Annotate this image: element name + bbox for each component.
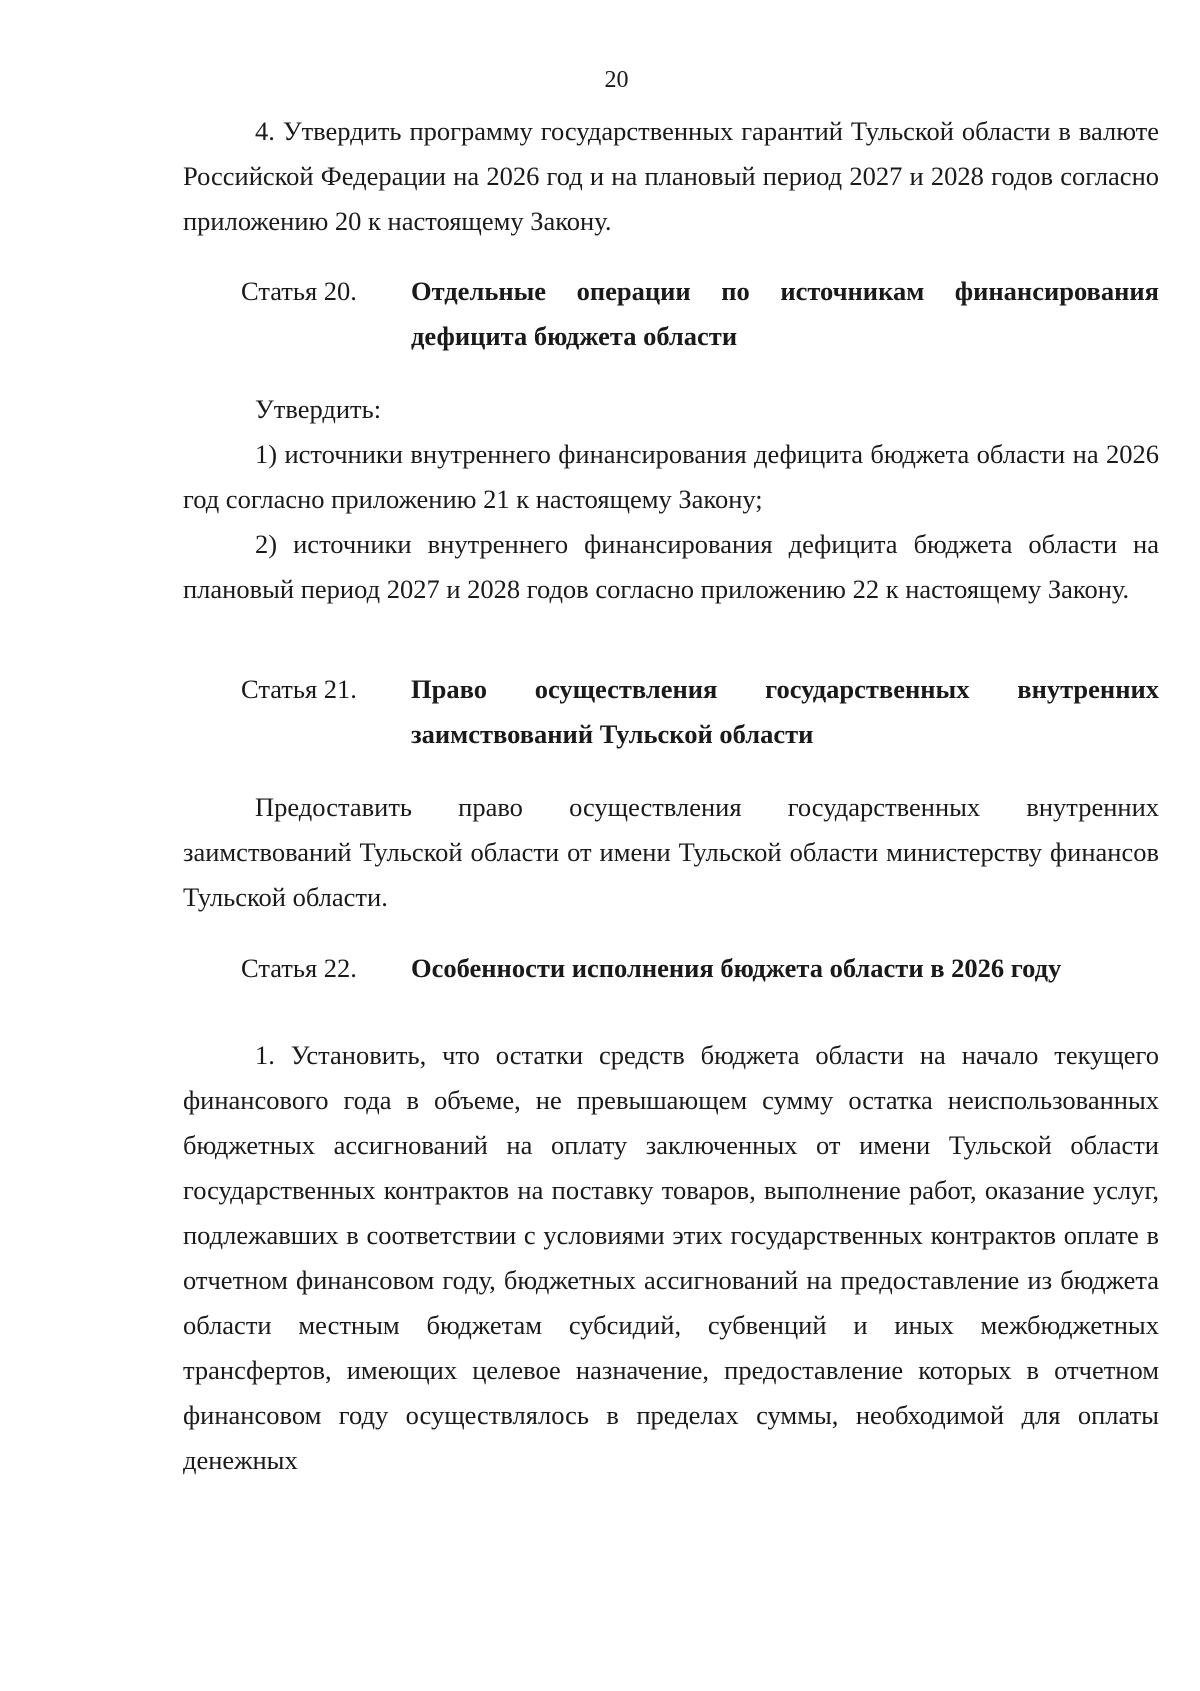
article-21-body xyxy=(183,785,1159,920)
article-20-title: Отдельные операции по источникам финансирования дефицита бюджета области xyxy=(411,276,1159,351)
article-22-label: Статья 22. xyxy=(241,953,357,983)
article-21-text: Предоставить право осуществления государственных внутренних заимствований Тульской области от имени Тульской области министерству финансов Тульской области. xyxy=(183,792,1159,912)
article-20-item-1: 1) источники внутреннего финансирования дефицита бюджета области на 2026 год согласно приложению 21 к настоящему Закону; xyxy=(183,439,1159,514)
article-21-label: Статья 21. xyxy=(241,674,357,704)
article-20-label: Статья 20. xyxy=(241,276,357,306)
page-number: 20 xyxy=(604,67,629,93)
paragraph-item-4-block xyxy=(183,109,1159,244)
article-20-body xyxy=(183,387,1159,612)
article-20-approve: Утвердить: xyxy=(255,394,382,424)
article-21-title: Право осуществления государственных внутренних заимствований Тульской области xyxy=(411,674,1159,749)
article-22-body xyxy=(183,1033,1159,1483)
article-22-item-1: 1. Установить, что остатки средств бюджета области на начало текущего финансового года в объеме, не превышающем сумму остатка неиспользованных бюджетных ассигнований на оплату заключенных от имени Тульской области государственных контрактов на поставку товаров, выполнение работ, оказание услуг, подлежавших в соответствии с условиями этих государственных контрактов оплате в отчетном финансовом году, бюджетных ассигнований на предоставление из бюджета области местным бюджетам субсидий, субвенций и иных межбюджетных трансфертов, имеющих целевое назначение, предоставление которых в отчетном финансовом году осуществлялось в пределах суммы, необходимой для оплаты денежных xyxy=(183,1040,1159,1475)
paragraph-item-4: 4. Утвердить программу государственных гарантий Тульской области в валюте Российской Федерации на 2026 год и на плановый период 2027 и 2028 годов согласно приложению 20 к настоящему Закону. xyxy=(183,116,1159,236)
article-20-item-2: 2) источники внутреннего финансирования дефицита бюджета области на плановый период 2027 и 2028 годов согласно приложению 22 к настоящему Закону. xyxy=(183,529,1159,604)
article-22-title: Особенности исполнения бюджета области в 2026 году xyxy=(411,953,1062,983)
